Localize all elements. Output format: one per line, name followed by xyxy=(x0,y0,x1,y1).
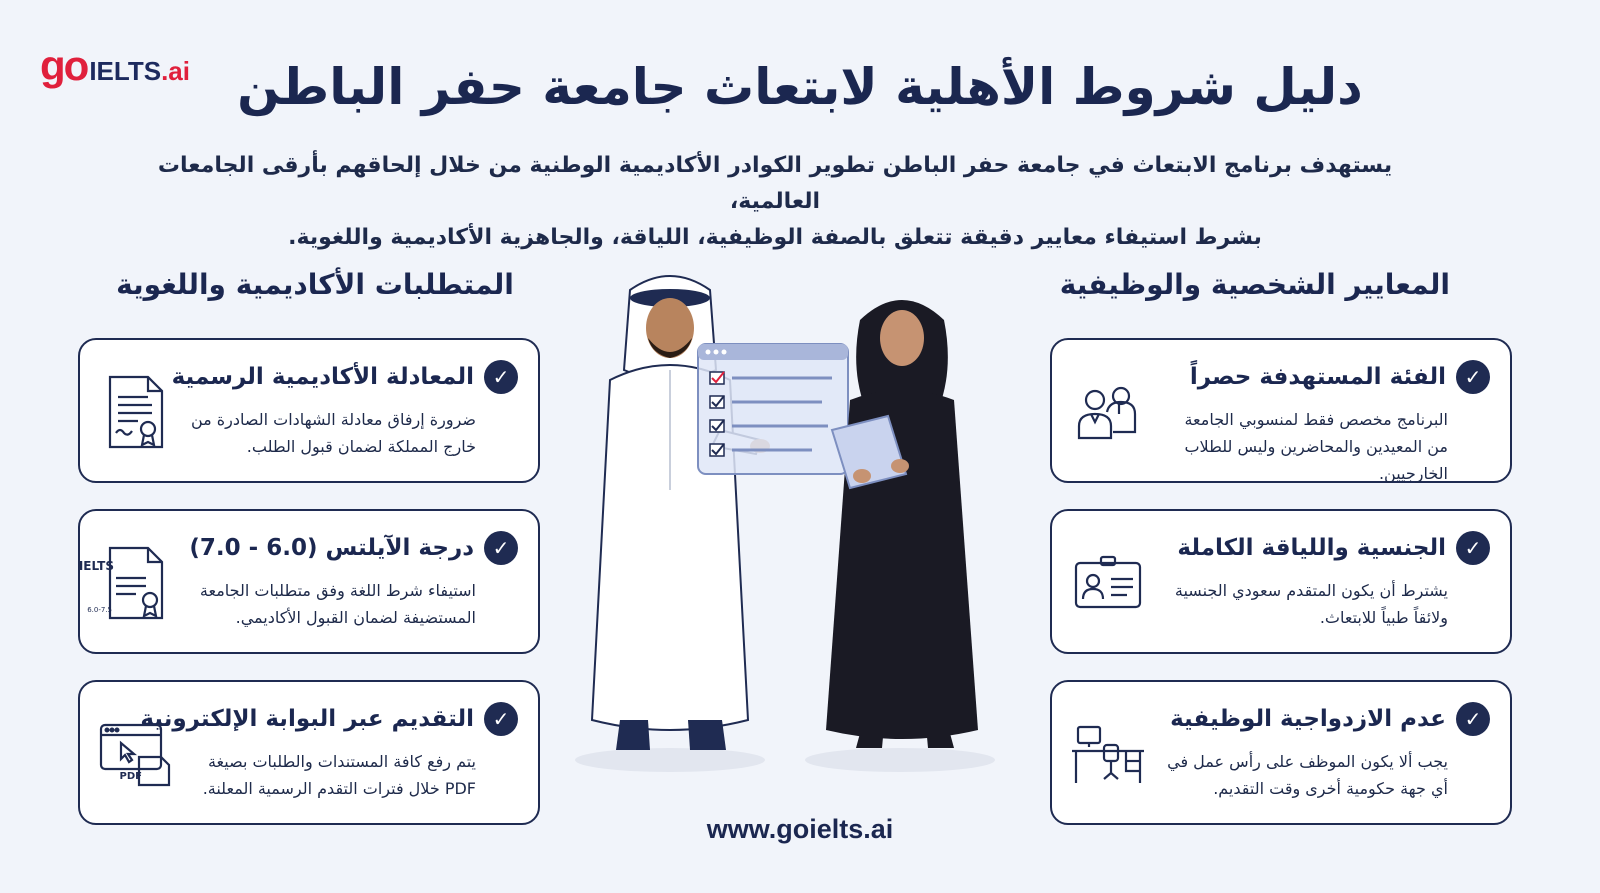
card-header xyxy=(1162,531,1490,565)
card-ielts-score xyxy=(78,509,540,654)
card-online-portal xyxy=(78,680,540,825)
card-body: البرنامج مخصص فقط لمنسوبي الجامعة من المعيدين والمحاضرين وليس للطلاب الخارجيين. xyxy=(1184,410,1448,483)
ielts-icon-label: IELTS xyxy=(78,559,114,573)
office-desk-icon xyxy=(1068,712,1148,796)
check-icon: ✓ xyxy=(1456,360,1490,394)
logo-ai: .ai xyxy=(161,56,190,86)
pdf-upload-icon xyxy=(96,712,176,796)
brand-logo xyxy=(40,42,190,90)
card-academic-equivalency xyxy=(78,338,540,483)
ground-shadow xyxy=(575,748,765,772)
people-icon xyxy=(1068,370,1148,454)
card-body: يتم رفع كافة المستندات والطلبات بصيغة PDF خلال فترات التقدم الرسمية المعلنة. xyxy=(202,752,476,798)
card-title: التقديم عبر البوابة الإلكترونية xyxy=(140,706,474,732)
id-card-icon xyxy=(1068,541,1148,625)
intro-paragraph xyxy=(110,148,1440,256)
checklist-panel xyxy=(698,344,848,474)
intro-line-1: يستهدف برنامج الابتعاث في جامعة حفر الباطن تطوير الكوادر الأكاديمية الوطنية من خلال إلحاقهم بأرقى الجامعات العالمية، xyxy=(157,153,1393,214)
ielts-icon-score: 6.0-7.5 xyxy=(87,606,112,614)
ielts-certificate-icon xyxy=(78,541,176,625)
card-body: يشترط أن يكون المتقدم سعودي الجنسية ولائقاً طبياً للابتعاث. xyxy=(1174,581,1448,627)
card-header xyxy=(1162,360,1490,394)
card-title: المعادلة الأكاديمية الرسمية xyxy=(171,364,474,390)
card-title: الجنسية واللياقة الكاملة xyxy=(1177,535,1446,561)
page-title: دليل شروط الأهلية لابتعاث جامعة حفر الباطن xyxy=(237,58,1363,116)
card-header xyxy=(140,702,518,736)
ground-shadow xyxy=(805,748,995,772)
card-header xyxy=(171,360,518,394)
card-header xyxy=(1162,702,1490,736)
right-column-heading: المعايير الشخصية والوظيفية xyxy=(1059,268,1450,301)
card-header xyxy=(190,531,518,565)
check-icon: ✓ xyxy=(1456,702,1490,736)
certificate-icon xyxy=(96,370,176,454)
check-icon: ✓ xyxy=(484,702,518,736)
card-body: ضرورة إرفاق معادلة الشهادات الصادرة من خارج المملكة لضمان قبول الطلب. xyxy=(190,410,476,456)
card-body: يجب ألا يكون الموظف على رأس عمل في أي جهة حكومية أخرى وقت التقديم. xyxy=(1167,752,1448,798)
logo-ielts: IELTS xyxy=(89,56,162,86)
card-title: عدم الازدواجية الوظيفية xyxy=(1170,706,1446,732)
check-icon: ✓ xyxy=(484,531,518,565)
card-no-dual-employment xyxy=(1050,680,1512,825)
card-nationality-fitness xyxy=(1050,509,1512,654)
card-body: استيفاء شرط اللغة وفق متطلبات الجامعة المستضيفة لضمان القبول الأكاديمي. xyxy=(199,581,476,627)
left-column-heading: المتطلبات الأكاديمية واللغوية xyxy=(116,268,514,301)
card-target-group xyxy=(1050,338,1512,483)
intro-line-2: بشرط استيفاء معايير دقيقة تتعلق بالصفة الوظيفية، اللياقة، والجاهزية الأكاديمية واللغوية. xyxy=(288,225,1262,250)
card-title: درجة الآيلتس (6.0 - 7.0) xyxy=(189,535,474,561)
pdf-icon-label: PDF xyxy=(119,771,142,782)
check-icon: ✓ xyxy=(484,360,518,394)
card-title: الفئة المستهدفة حصراً xyxy=(1189,364,1446,390)
two-people-illustration xyxy=(570,260,1000,780)
check-icon: ✓ xyxy=(1456,531,1490,565)
logo-go: go xyxy=(40,42,88,89)
footer-url[interactable]: www.goielts.ai xyxy=(706,814,894,844)
